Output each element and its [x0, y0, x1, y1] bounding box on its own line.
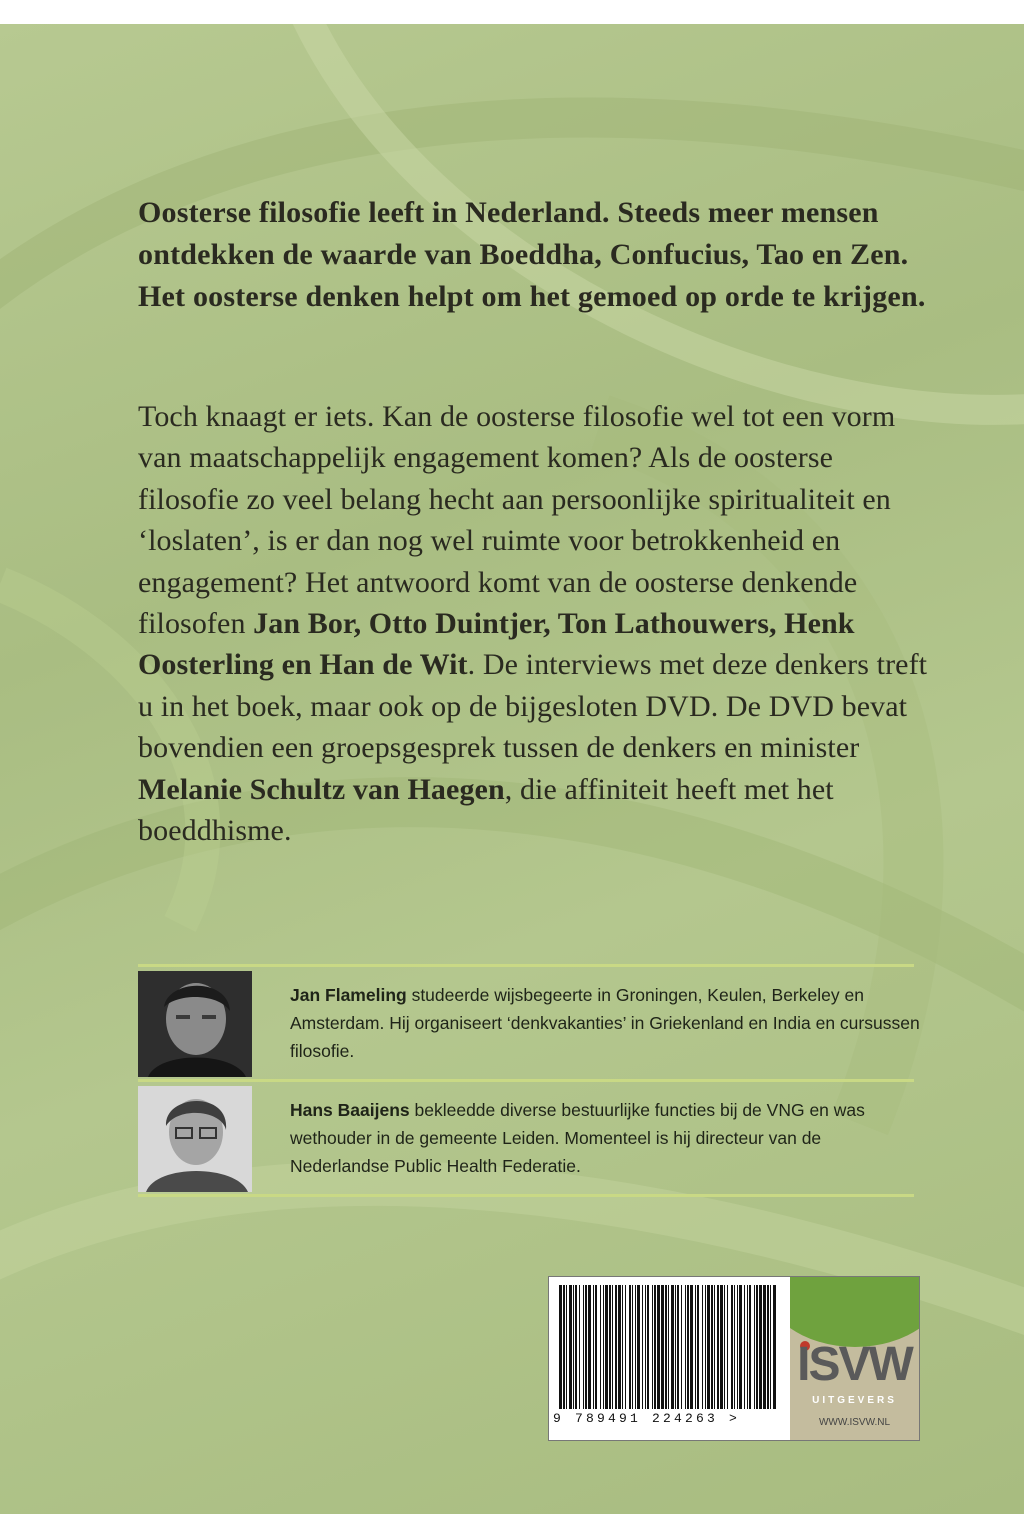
- barcode-bar: [695, 1285, 696, 1409]
- barcode-bar: [707, 1285, 710, 1409]
- barcode-bar: [595, 1285, 597, 1409]
- barcode-bar: [731, 1285, 733, 1409]
- barcode: [557, 1285, 779, 1409]
- barcode-bar: [744, 1285, 745, 1409]
- barcode-bar: [671, 1285, 674, 1409]
- barcode-bar: [622, 1285, 623, 1409]
- body-text-2: . De interviews met deze denkers treft u in het boek, maar ook op de bijgesloten DVD. De DVD bevat bovendien een groepsgesprek tussen de denkers en minister: [138, 648, 928, 765]
- barcode-panel: [548, 1276, 920, 1441]
- author-section: [138, 964, 920, 1197]
- barcode-bar: [697, 1285, 699, 1409]
- barcode-bar: [642, 1285, 643, 1409]
- barcode-bar: [687, 1285, 689, 1409]
- barcode-bar: [647, 1285, 649, 1409]
- barcode-bar: [770, 1285, 771, 1409]
- barcode-bar: [685, 1285, 686, 1409]
- barcode-bar: [720, 1285, 723, 1409]
- isbn-number: 9 789491 224263 >: [553, 1411, 741, 1426]
- minister-name: Melanie Schultz van Haegen: [138, 772, 505, 806]
- body-text-3: , die affiniteit heeft met het boeddhisme.: [138, 772, 834, 848]
- body-text-1: Toch knaagt er iets. Kan de oosterse filosofie wel tot een vorm van maatschappelijk engagement komen? Als de oosterse filosofie zo veel belang hecht aan persoonlijke spiritualiteit en ‘loslaten’, is er dan nog wel ruimte voor betrokkenheid en engagement? Het antwoord komt van de oosterse denkende filosofen: [138, 400, 896, 641]
- barcode-bar: [763, 1285, 766, 1409]
- author-name: Hans Baaijens: [290, 1100, 410, 1120]
- barcode-bar: [657, 1285, 660, 1409]
- barcode-bar: [615, 1285, 617, 1409]
- barcode-bar: [654, 1285, 656, 1409]
- author-bio: [290, 1096, 920, 1180]
- intro-paragraph: Oosterse filosofie leeft in Nederland. Steeds meer mensen ontdekken de waarde van Boeddha, Confucius, Tao en Zen. Het oosterse denken helpt om het gemoed op orde te krijgen.: [138, 196, 926, 313]
- barcode-bar: [583, 1285, 584, 1409]
- barcode-bar: [705, 1285, 706, 1409]
- barcode-bar: [727, 1285, 728, 1409]
- body-paragraph: [138, 396, 928, 851]
- barcode-bar: [593, 1285, 594, 1409]
- barcode-bar: [588, 1285, 591, 1409]
- barcode-bar: [612, 1285, 613, 1409]
- barcode-bar: [681, 1285, 682, 1409]
- barcode-bar: [717, 1285, 719, 1409]
- barcode-bar: [629, 1285, 631, 1409]
- barcode-bar: [737, 1285, 738, 1409]
- barcode-bar: [711, 1285, 713, 1409]
- barcode-bar: [690, 1285, 693, 1409]
- book-back-cover: [0, 24, 1024, 1514]
- barcode-bar: [575, 1285, 577, 1409]
- publisher-sub: UITGEVERS: [812, 1395, 897, 1406]
- author-entry: [138, 1079, 914, 1197]
- barcode-bar: [585, 1285, 587, 1409]
- barcode-bar: [759, 1285, 762, 1409]
- barcode-bar: [632, 1285, 633, 1409]
- barcode-bar: [652, 1285, 653, 1409]
- barcode-bar: [645, 1285, 646, 1409]
- barcode-bar: [603, 1285, 604, 1409]
- barcode-bar: [625, 1285, 626, 1409]
- barcode-bar: [668, 1285, 669, 1409]
- barcode-bar: [747, 1285, 748, 1409]
- author-entry: [138, 964, 920, 1079]
- barcode-bar: [637, 1285, 640, 1409]
- barcode-bar: [739, 1285, 742, 1409]
- barcode-bar: [618, 1285, 621, 1409]
- barcode-bar: [569, 1285, 572, 1409]
- barcode-bar: [559, 1285, 562, 1409]
- author-name: Jan Flameling: [290, 985, 407, 1005]
- publisher-logo: [790, 1277, 919, 1440]
- barcode-bar: [566, 1285, 567, 1409]
- author-photo: [138, 1086, 252, 1192]
- barcode-bar: [675, 1285, 676, 1409]
- barcode-bar: [579, 1285, 580, 1409]
- barcode-bar: [573, 1285, 574, 1409]
- barcode-bar: [563, 1285, 565, 1409]
- barcode-bar: [734, 1285, 735, 1409]
- barcode-bar: [665, 1285, 667, 1409]
- barcode-bar: [605, 1285, 608, 1409]
- author-bio-text: studeerde wijsbegeerte in Groningen, Keulen, Berkeley en Amsterdam. Hij organiseert ‘denkvakanties’ in Griekenland en India en cursussen filosofie.: [290, 985, 920, 1061]
- barcode-bar: [677, 1285, 679, 1409]
- barcode-bar: [661, 1285, 664, 1409]
- barcode-bar: [754, 1285, 755, 1409]
- publisher-url: WWW.ISVW.NL: [818, 1417, 891, 1428]
- barcode-bar: [609, 1285, 611, 1409]
- author-bio: [290, 981, 920, 1065]
- barcode-bar: [702, 1285, 703, 1409]
- barcode-bar: [635, 1285, 636, 1409]
- barcode-bar: [714, 1285, 715, 1409]
- barcode-bar: [773, 1285, 776, 1409]
- author-photo: [138, 971, 252, 1077]
- philosopher-names: Jan Bor, Otto Duintjer, Ton Lathouwers, Henk Oosterling en Han de Wit: [138, 607, 855, 682]
- author-bio-text: bekleedde diverse bestuurlijke functies bij de VNG en was wethouder in de gemeente Leiden. Momenteel is hij directeur van de Nederlandse Public Health Federatie.: [290, 1100, 865, 1176]
- barcode-bar: [767, 1285, 769, 1409]
- barcode-bar: [724, 1285, 725, 1409]
- publisher-name: ISVW: [797, 1338, 912, 1391]
- barcode-bar: [756, 1285, 758, 1409]
- barcode-bar: [749, 1285, 751, 1409]
- barcode-bar: [600, 1285, 601, 1409]
